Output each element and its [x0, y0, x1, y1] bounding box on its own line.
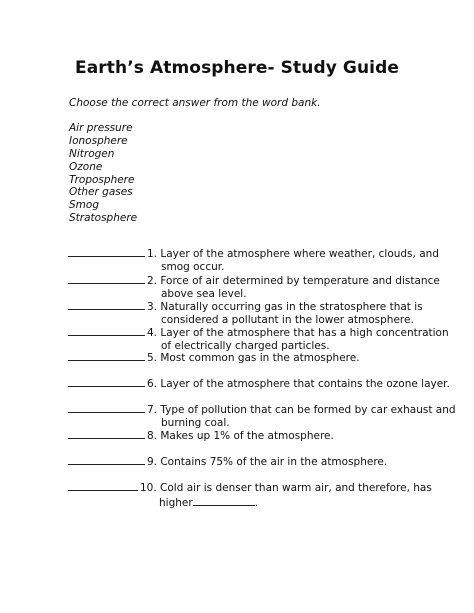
word-bank-item: Air pressure [69, 122, 133, 134]
question-2 [68, 273, 440, 300]
question-text-continued: smog occur. [161, 260, 225, 273]
question-4 [68, 325, 449, 352]
question-text: 5. Most common gas in the atmosphere. [147, 352, 360, 364]
question-text: 3. Naturally occurring gas in the stratosphere that is [147, 301, 423, 313]
answer-blank-10[interactable] [68, 480, 138, 491]
question-10 [68, 480, 432, 509]
instructions: Choose the correct answer from the word bank. [69, 97, 321, 109]
answer-blank-8[interactable] [68, 428, 145, 439]
answer-blank-9[interactable] [68, 454, 145, 465]
word-bank-item: Troposphere [69, 173, 135, 186]
answer-blank-5[interactable] [68, 350, 145, 361]
word-bank-item: Other gases [69, 186, 133, 199]
question-text-continued: above sea level. [161, 287, 247, 300]
page-title: Earth’s Atmosphere- Study Guide [75, 58, 399, 78]
question-text: 7. Type of pollution that can be formed by car exhaust and [147, 404, 456, 416]
question-text: 8. Makes up 1% of the atmosphere. [147, 430, 334, 442]
question-text: 1. Layer of the atmosphere where weather, clouds, and [147, 248, 439, 260]
question-9 [68, 454, 387, 469]
question-text-continued: considered a pollutant in the lower atmosphere. [161, 313, 414, 326]
question-5 [68, 350, 360, 365]
answer-blank-1[interactable] [68, 246, 145, 257]
answer-blank-4[interactable] [68, 325, 145, 336]
word-bank-item: Ozone [69, 160, 103, 173]
question-7 [68, 402, 456, 429]
word-bank-item: Nitrogen [69, 147, 115, 160]
question-text-continued: burning coal. [161, 416, 230, 429]
question-8 [68, 428, 334, 443]
question-text-prefix: higher [159, 496, 193, 509]
word-bank-item: Smog [69, 199, 99, 212]
answer-blank-7[interactable] [68, 402, 145, 413]
question-text: 4. Layer of the atmosphere that has a high concentration [147, 327, 449, 339]
question-text: 2. Force of air determined by temperature and distance [147, 275, 440, 287]
question-3 [68, 299, 423, 326]
question-text-continued: of electrically charged particles. [161, 339, 330, 352]
question-text: 6. Layer of the atmosphere that contains the ozone layer. [147, 378, 450, 390]
word-bank-item: Stratosphere [69, 212, 138, 225]
inline-answer-blank[interactable] [193, 495, 255, 506]
question-1 [68, 246, 439, 273]
question-text: 10. Cold air is denser than warm air, and therefore, has [140, 482, 432, 494]
answer-blank-3[interactable] [68, 299, 145, 310]
answer-blank-2[interactable] [68, 273, 145, 284]
answer-blank-6[interactable] [68, 376, 145, 387]
question-text-suffix: . [254, 496, 259, 509]
word-bank [69, 122, 137, 225]
question-text: 9. Contains 75% of the air in the atmosphere. [147, 456, 388, 468]
question-6 [68, 376, 450, 391]
word-bank-item: Ionosphere [69, 134, 128, 147]
question-text-continued [68, 495, 432, 510]
